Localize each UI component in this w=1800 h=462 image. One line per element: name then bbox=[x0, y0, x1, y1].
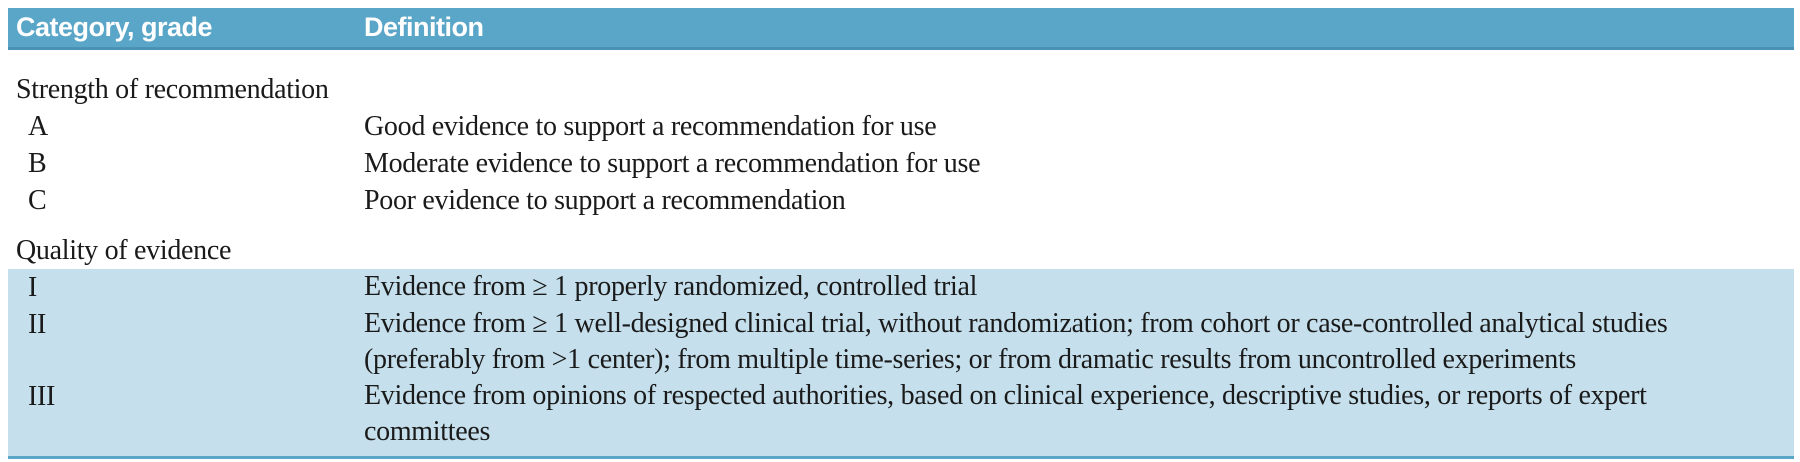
definition-cell: Good evidence to support a recommendation for use bbox=[364, 111, 937, 142]
grade-cell: A bbox=[28, 111, 48, 142]
grade-cell: I bbox=[28, 272, 38, 303]
section-title-strength: Strength of recommendation bbox=[16, 74, 329, 105]
header-definition: Definition bbox=[364, 12, 484, 42]
table-row bbox=[8, 306, 1794, 378]
header-category-grade: Category, grade bbox=[16, 12, 213, 42]
grade-cell: C bbox=[28, 185, 47, 216]
grading-table bbox=[8, 8, 1794, 459]
table-row bbox=[8, 378, 1794, 450]
table-row bbox=[8, 145, 1794, 182]
definition-cell: Evidence from ≥ 1 properly randomized, controlled trial bbox=[364, 271, 978, 302]
definition-cell: Evidence from ≥ 1 well-designed clinical trial, without randomization; from cohort or case-controlled analytical studies (preferably from >1 center); from multiple time-series; or from dramatic results from uncontrolled experiments bbox=[364, 308, 1668, 375]
definition-cell: Moderate evidence to support a recommendation for use bbox=[364, 148, 981, 179]
table-row bbox=[8, 269, 1794, 306]
definition-cell: Evidence from opinions of respected authorities, based on clinical experience, descriptive studies, or reports of expert committees bbox=[364, 380, 1647, 447]
table-header bbox=[8, 8, 1794, 50]
grade-cell: II bbox=[28, 309, 47, 340]
grade-cell: B bbox=[28, 148, 47, 179]
quality-rows bbox=[8, 269, 1794, 459]
strength-rows bbox=[8, 108, 1794, 219]
grade-cell: III bbox=[28, 381, 56, 412]
table-row bbox=[8, 182, 1794, 219]
table-row bbox=[8, 108, 1794, 145]
definition-cell: Poor evidence to support a recommendation bbox=[364, 185, 846, 216]
section-title-quality: Quality of evidence bbox=[16, 235, 232, 266]
